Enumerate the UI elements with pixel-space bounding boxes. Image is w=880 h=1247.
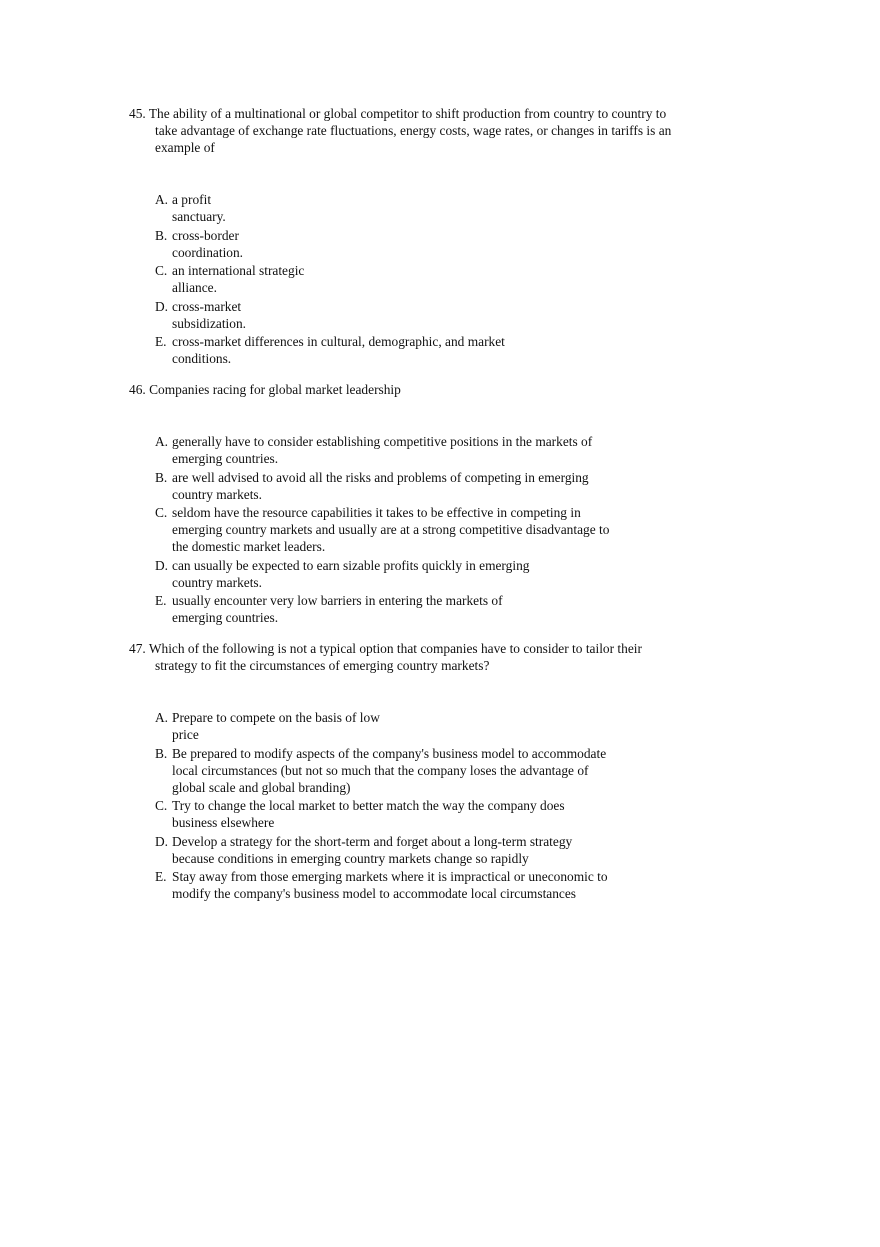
option-letter: D. bbox=[155, 298, 169, 314]
option-letter: A. bbox=[155, 710, 169, 725]
option-text: are well advised to avoid all the risks and problems of competing in emerging country markets. bbox=[172, 469, 589, 502]
option-letter: C. bbox=[155, 263, 168, 278]
option-d[interactable] bbox=[155, 833, 675, 867]
option-text: an international strategic alliance. bbox=[172, 263, 305, 295]
option-letter: E. bbox=[155, 334, 167, 349]
question-number: 47. bbox=[129, 641, 146, 656]
option-text: Stay away from those emerging markets where it is impractical or uneconomic to modify the company's business model to accommodate local circumstances bbox=[172, 869, 608, 901]
option-c[interactable] bbox=[155, 262, 675, 296]
option-text: Develop a strategy for the short-term and forget about a long-term strategy because conditions in emerging country markets change so rapidly bbox=[172, 833, 573, 866]
option-text: cross-border coordination. bbox=[172, 227, 244, 260]
option-e[interactable] bbox=[155, 592, 675, 626]
option-letter: C. bbox=[155, 798, 168, 813]
option-b[interactable] bbox=[155, 227, 675, 261]
option-d[interactable] bbox=[155, 557, 675, 591]
options-list bbox=[155, 191, 675, 367]
option-text: usually encounter very low barriers in entering the markets of emerging countries. bbox=[172, 593, 503, 625]
option-text: generally have to consider establishing competitive positions in the markets of emerging countries. bbox=[172, 434, 593, 466]
question-45 bbox=[129, 105, 675, 369]
option-b[interactable] bbox=[155, 745, 675, 796]
options-list bbox=[155, 709, 675, 902]
option-letter: C. bbox=[155, 505, 168, 520]
option-text: Try to change the local market to better match the way the company does business elsewhere bbox=[172, 798, 565, 830]
option-text: can usually be expected to earn sizable profits quickly in emerging country markets. bbox=[172, 557, 530, 590]
options-list bbox=[155, 433, 675, 626]
option-letter: B. bbox=[155, 227, 168, 243]
option-letter: B. bbox=[155, 745, 168, 761]
question-46 bbox=[129, 381, 675, 628]
question-number: 45. bbox=[129, 106, 146, 121]
option-c[interactable] bbox=[155, 797, 675, 831]
question-text: Companies racing for global market leadership bbox=[149, 382, 401, 397]
question-47 bbox=[129, 640, 675, 904]
option-text: cross-market differences in cultural, demographic, and market conditions. bbox=[172, 334, 505, 366]
option-text: Prepare to compete on the basis of low price bbox=[172, 710, 380, 742]
option-letter: A. bbox=[155, 434, 169, 449]
option-letter: E. bbox=[155, 869, 167, 884]
option-e[interactable] bbox=[155, 868, 675, 902]
option-letter: D. bbox=[155, 833, 169, 849]
question-stem bbox=[129, 381, 675, 398]
option-a[interactable] bbox=[155, 191, 675, 225]
option-text: seldom have the resource capabilities it takes to be effective in competing in emerging country markets and usually are at a strong competitive disadvantage to the domestic market leaders. bbox=[172, 505, 610, 554]
option-letter: E. bbox=[155, 593, 167, 608]
option-letter: A. bbox=[155, 192, 169, 207]
option-letter: D. bbox=[155, 557, 169, 573]
option-text: cross-market subsidization. bbox=[172, 298, 247, 331]
question-stem bbox=[129, 640, 675, 674]
option-b[interactable] bbox=[155, 469, 675, 503]
option-d[interactable] bbox=[155, 298, 675, 332]
option-a[interactable] bbox=[155, 709, 675, 743]
option-text: a profit sanctuary. bbox=[172, 192, 226, 224]
question-number: 46. bbox=[129, 382, 146, 397]
option-a[interactable] bbox=[155, 433, 675, 467]
option-c[interactable] bbox=[155, 504, 675, 555]
question-text: Which of the following is not a typical option that companies have to consider to tailor their strategy to fit the circumstances of emerging country markets? bbox=[148, 641, 642, 673]
question-stem bbox=[129, 105, 675, 156]
option-text: Be prepared to modify aspects of the company's business model to accommodate local circumstances (but not so much that the company loses the advantage of global scale and global branding) bbox=[172, 745, 607, 795]
option-letter: B. bbox=[155, 469, 168, 485]
option-e[interactable] bbox=[155, 333, 675, 367]
question-text: The ability of a multinational or global competitor to shift production from country to country to take advantage of exchange rate fluctuations, energy costs, wage rates, or changes in tariffs is an example of bbox=[148, 106, 672, 155]
